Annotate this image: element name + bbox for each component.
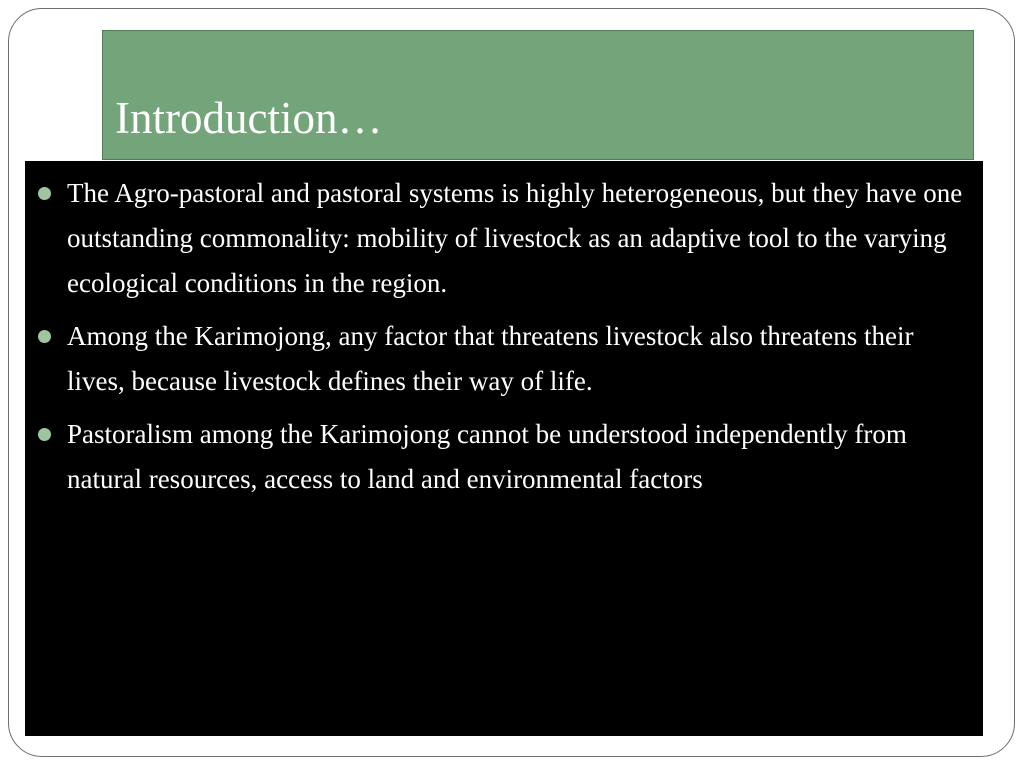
bullet-text: Among the Karimojong, any factor that threatens livestock also threatens their lives, because livestock defines their way of life. [67,321,914,396]
bullet-text: The Agro-pastoral and pastoral systems is highly heterogeneous, but they have one outstanding commonality: mobility of livestock as an adaptive tool to the varying ecological conditions in the region. [67,178,963,298]
bullet-dot-icon [38,428,51,441]
content-panel [25,161,983,736]
bullet-dot-icon [38,187,51,200]
bullet-item [25,171,983,306]
bullet-item [25,314,983,404]
bullet-list [25,171,983,510]
slide-title: Introduction… [115,93,383,143]
bullet-text: Pastoralism among the Karimojong cannot be understood independently from natural resources, access to land and environmental factors [67,419,907,494]
bullet-dot-icon [38,330,51,343]
bullet-item [25,412,983,502]
title-bar [102,30,974,160]
